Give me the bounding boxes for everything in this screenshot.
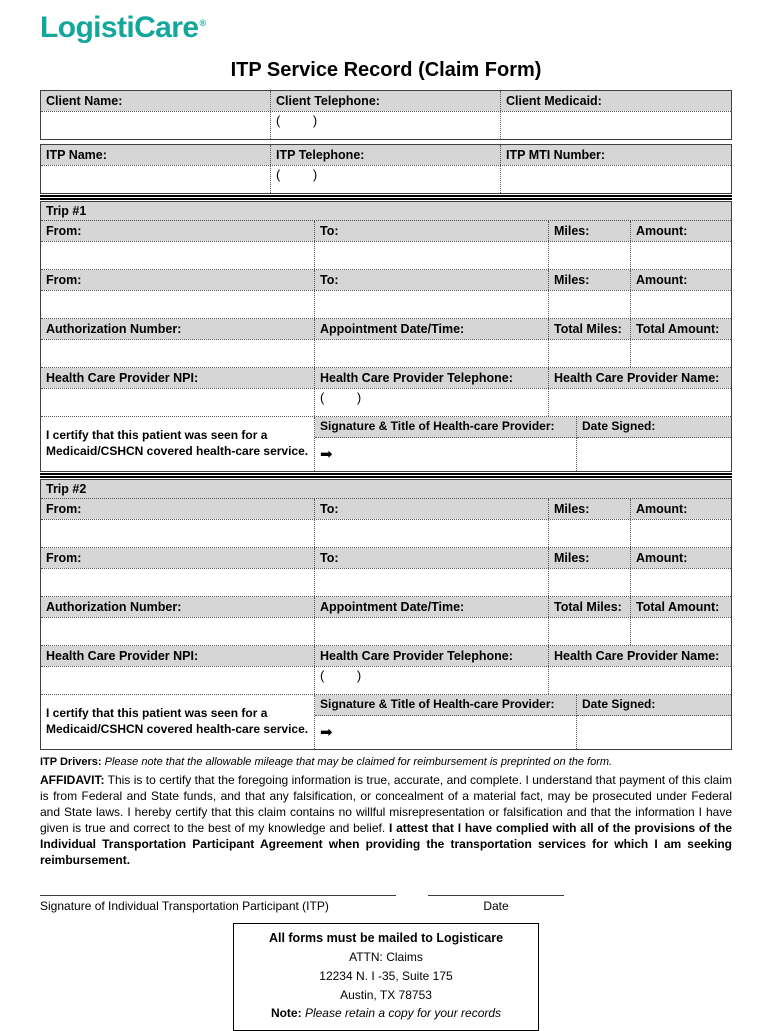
client-medicaid-input[interactable] xyxy=(501,112,731,139)
trip2-provider-name-label: Health Care Provider Name: xyxy=(549,646,731,666)
trip1-provider-signature-input[interactable] xyxy=(315,438,577,471)
trip2-from-input-1[interactable] xyxy=(41,520,315,547)
trip1-from-label-1: From: xyxy=(41,221,315,241)
mailing-attn: ATTN: Claims xyxy=(349,950,423,965)
trip1-authorization-number-label: Authorization Number: xyxy=(41,319,315,339)
trip1-amount-input-2[interactable] xyxy=(631,291,731,318)
trip1-total-miles-input[interactable] xyxy=(549,340,631,367)
client-telephone-input[interactable]: ( ) xyxy=(271,112,501,139)
trip1-table xyxy=(40,201,732,472)
trip2-total-miles-input[interactable] xyxy=(549,618,631,645)
trip2-date-signed-label: Date Signed: xyxy=(577,695,731,716)
trip1-provider-telephone-input[interactable]: ( ) xyxy=(315,389,549,416)
itp-drivers-note-text: Please note that the allowable mileage that may be claimed for reimbursement is preprinted on the form. xyxy=(104,755,613,768)
trip1-to-label-1: To: xyxy=(315,221,549,241)
trip1-provider-telephone-label: Health Care Provider Telephone: xyxy=(315,368,549,388)
trip2-route1-inputs xyxy=(41,520,731,548)
client-medicaid-label: Client Medicaid: xyxy=(501,91,731,111)
mailing-street: 12234 N. I -35, Suite 175 xyxy=(319,968,453,983)
itp-inputs-row xyxy=(41,166,731,193)
trip2-miles-input-1[interactable] xyxy=(549,520,631,547)
trip2-provider-labels xyxy=(41,646,731,667)
trip2-miles-input-2[interactable] xyxy=(549,569,631,596)
trip2-to-label-2: To: xyxy=(315,548,549,568)
section-divider xyxy=(40,473,732,478)
trip1-to-input-1[interactable] xyxy=(315,242,549,269)
mailing-instructions-box xyxy=(233,923,539,1031)
trip2-provider-inputs xyxy=(41,667,731,695)
signature-arrow-icon: ➡ xyxy=(320,445,333,463)
trip1-miles-label-2: Miles: xyxy=(549,270,631,290)
trip1-miles-input-2[interactable] xyxy=(549,291,631,318)
trip2-total-amount-label: Total Amount: xyxy=(631,597,731,617)
trip1-provider-name-label: Health Care Provider Name: xyxy=(549,368,731,388)
itp-name-label: ITP Name: xyxy=(41,145,271,165)
client-name-input[interactable] xyxy=(41,112,271,139)
trip1-amount-label-1: Amount: xyxy=(631,221,731,241)
trip1-route1-inputs xyxy=(41,242,731,270)
trip2-certify-statement: I certify that this patient was seen for a Medicaid/CSHCN covered health-care service. xyxy=(41,695,315,749)
itp-telephone-input[interactable]: ( ) xyxy=(271,166,501,193)
affidavit-paragraph xyxy=(40,772,732,868)
form-title: ITP Service Record (Claim Form) xyxy=(230,58,542,81)
trip2-provider-npi-label: Health Care Provider NPI: xyxy=(41,646,315,666)
trip1-date-signed-label: Date Signed: xyxy=(577,417,731,438)
itp-drivers-note xyxy=(40,756,732,768)
trip2-to-label-1: To: xyxy=(315,499,549,519)
trip1-amount-input-1[interactable] xyxy=(631,242,731,269)
trip1-from-label-2: From: xyxy=(41,270,315,290)
trip2-amount-input-2[interactable] xyxy=(631,569,731,596)
trip2-provider-signature-input[interactable] xyxy=(315,716,577,749)
affidavit-text: This is to certify that the foregoing information is true, accurate, and complete. I understand that payment of this claim is from Federal and State funds, and that any falsification, or concealment of a material fact, may be prosecuted under Federal and State laws. I hereby certify that this claim contains no willful misrepresentation or falsification and that the information I have given is true and correct to the best of my knowledge and belief. xyxy=(40,772,733,835)
itp-name-input[interactable] xyxy=(41,166,271,193)
trip2-appointment-label: Appointment Date/Time: xyxy=(315,597,549,617)
itp-signature-line[interactable]: Signature of Individual Transportation Participant (ITP) xyxy=(40,895,396,913)
trip1-title: Trip #1 xyxy=(41,202,731,221)
trip1-total-amount-input[interactable] xyxy=(631,340,731,367)
logo-text: LogistiCare xyxy=(40,11,199,44)
trip2-authorization-number-label: Authorization Number: xyxy=(41,597,315,617)
trip2-certification-row xyxy=(41,695,731,749)
trip2-appointment-input[interactable] xyxy=(315,618,549,645)
trip1-provider-inputs xyxy=(41,389,731,417)
trip2-provider-telephone-label: Health Care Provider Telephone: xyxy=(315,646,549,666)
trip2-route2-inputs xyxy=(41,569,731,597)
itp-telephone-label: ITP Telephone: xyxy=(271,145,501,165)
trip2-route2-labels xyxy=(41,548,731,569)
mailing-city: Austin, TX 78753 xyxy=(340,987,432,1002)
trip2-route1-labels xyxy=(41,499,731,520)
trip2-title: Trip #2 xyxy=(41,480,731,499)
trip2-amount-input-1[interactable] xyxy=(631,520,731,547)
trip2-from-input-2[interactable] xyxy=(41,569,315,596)
itp-mti-number-label: ITP MTI Number: xyxy=(501,145,731,165)
registered-trademark-icon: ® xyxy=(199,18,206,28)
trip1-total-amount-label: Total Amount: xyxy=(631,319,731,339)
trip1-appointment-label: Appointment Date/Time: xyxy=(315,319,549,339)
trip1-certify-statement: I certify that this patient was seen for a Medicaid/CSHCN covered health-care service. xyxy=(41,417,315,471)
itp-info-table xyxy=(40,144,732,194)
mailing-note-text: Please retain a copy for your records xyxy=(304,1006,502,1021)
mailing-note-label: Note: xyxy=(270,1006,302,1021)
trip2-to-input-2[interactable] xyxy=(315,569,549,596)
mailing-line-1: All forms must be mailed to Logisticare xyxy=(268,930,504,945)
trip2-authorization-labels xyxy=(41,597,731,618)
trip1-signature-title-label: Signature & Title of Health-care Provider: xyxy=(315,417,577,438)
trip1-provider-npi-label: Health Care Provider NPI: xyxy=(41,368,315,388)
trip1-appointment-input[interactable] xyxy=(315,340,549,367)
trip2-amount-label-1: Amount: xyxy=(631,499,731,519)
affidavit-attestation: I attest that I have complied with all of the provisions of the Individual Transportation Participant Agreement when providing the transportation services for which I am seeking reimbursement. xyxy=(40,820,732,867)
trip2-total-amount-input[interactable] xyxy=(631,618,731,645)
itp-signature-section xyxy=(40,895,732,913)
trip2-signature-title-label: Signature & Title of Health-care Provider: xyxy=(315,695,577,716)
trip1-route2-inputs xyxy=(41,291,731,319)
trip1-from-input-2[interactable] xyxy=(41,291,315,318)
trip2-provider-telephone-input[interactable]: ( ) xyxy=(315,667,549,694)
client-info-table xyxy=(40,90,732,140)
trip2-authorization-inputs xyxy=(41,618,731,646)
trip1-authorization-labels xyxy=(41,319,731,340)
trip2-to-input-1[interactable] xyxy=(315,520,549,547)
trip2-provider-name-input[interactable] xyxy=(549,667,731,694)
trip1-provider-name-input[interactable] xyxy=(549,389,731,416)
affidavit-label: AFFIDAVIT: xyxy=(40,772,105,787)
trip2-authorization-number-input[interactable] xyxy=(41,618,315,645)
itp-mti-number-input[interactable] xyxy=(501,166,731,193)
trip1-route1-labels xyxy=(41,221,731,242)
trip1-to-input-2[interactable] xyxy=(315,291,549,318)
itp-labels-row xyxy=(41,145,731,166)
client-telephone-label: Client Telephone: xyxy=(271,91,501,111)
trip1-authorization-inputs xyxy=(41,340,731,368)
trip1-date-signed-input[interactable] xyxy=(577,438,731,471)
client-labels-row xyxy=(41,91,731,112)
trip2-date-signed-input[interactable] xyxy=(577,716,731,749)
trip2-amount-label-2: Amount: xyxy=(631,548,731,568)
itp-signature-date-line[interactable]: Date xyxy=(428,895,564,913)
client-inputs-row xyxy=(41,112,731,139)
trip2-table xyxy=(40,479,732,750)
mailing-note xyxy=(242,1004,530,1023)
logisticare-logo xyxy=(40,12,732,44)
trip2-from-label-1: From: xyxy=(41,499,315,519)
trip1-certification-row xyxy=(41,417,731,471)
trip1-total-miles-label: Total Miles: xyxy=(549,319,631,339)
trip2-miles-label-1: Miles: xyxy=(549,499,631,519)
trip2-miles-label-2: Miles: xyxy=(549,548,631,568)
trip1-amount-label-2: Amount: xyxy=(631,270,731,290)
trip2-from-label-2: From: xyxy=(41,548,315,568)
trip1-from-input-1[interactable] xyxy=(41,242,315,269)
trip1-provider-npi-input[interactable] xyxy=(41,389,315,416)
trip2-provider-npi-input[interactable] xyxy=(41,667,315,694)
trip2-total-miles-label: Total Miles: xyxy=(549,597,631,617)
trip1-route2-labels xyxy=(41,270,731,291)
section-divider xyxy=(40,195,732,200)
trip1-authorization-number-input[interactable] xyxy=(41,340,315,367)
trip1-miles-label-1: Miles: xyxy=(549,221,631,241)
signature-arrow-icon: ➡ xyxy=(320,723,333,741)
itp-drivers-note-label: ITP Drivers: xyxy=(40,755,102,768)
client-name-label: Client Name: xyxy=(41,91,271,111)
trip1-provider-labels xyxy=(41,368,731,389)
trip1-miles-input-1[interactable] xyxy=(549,242,631,269)
trip1-to-label-2: To: xyxy=(315,270,549,290)
